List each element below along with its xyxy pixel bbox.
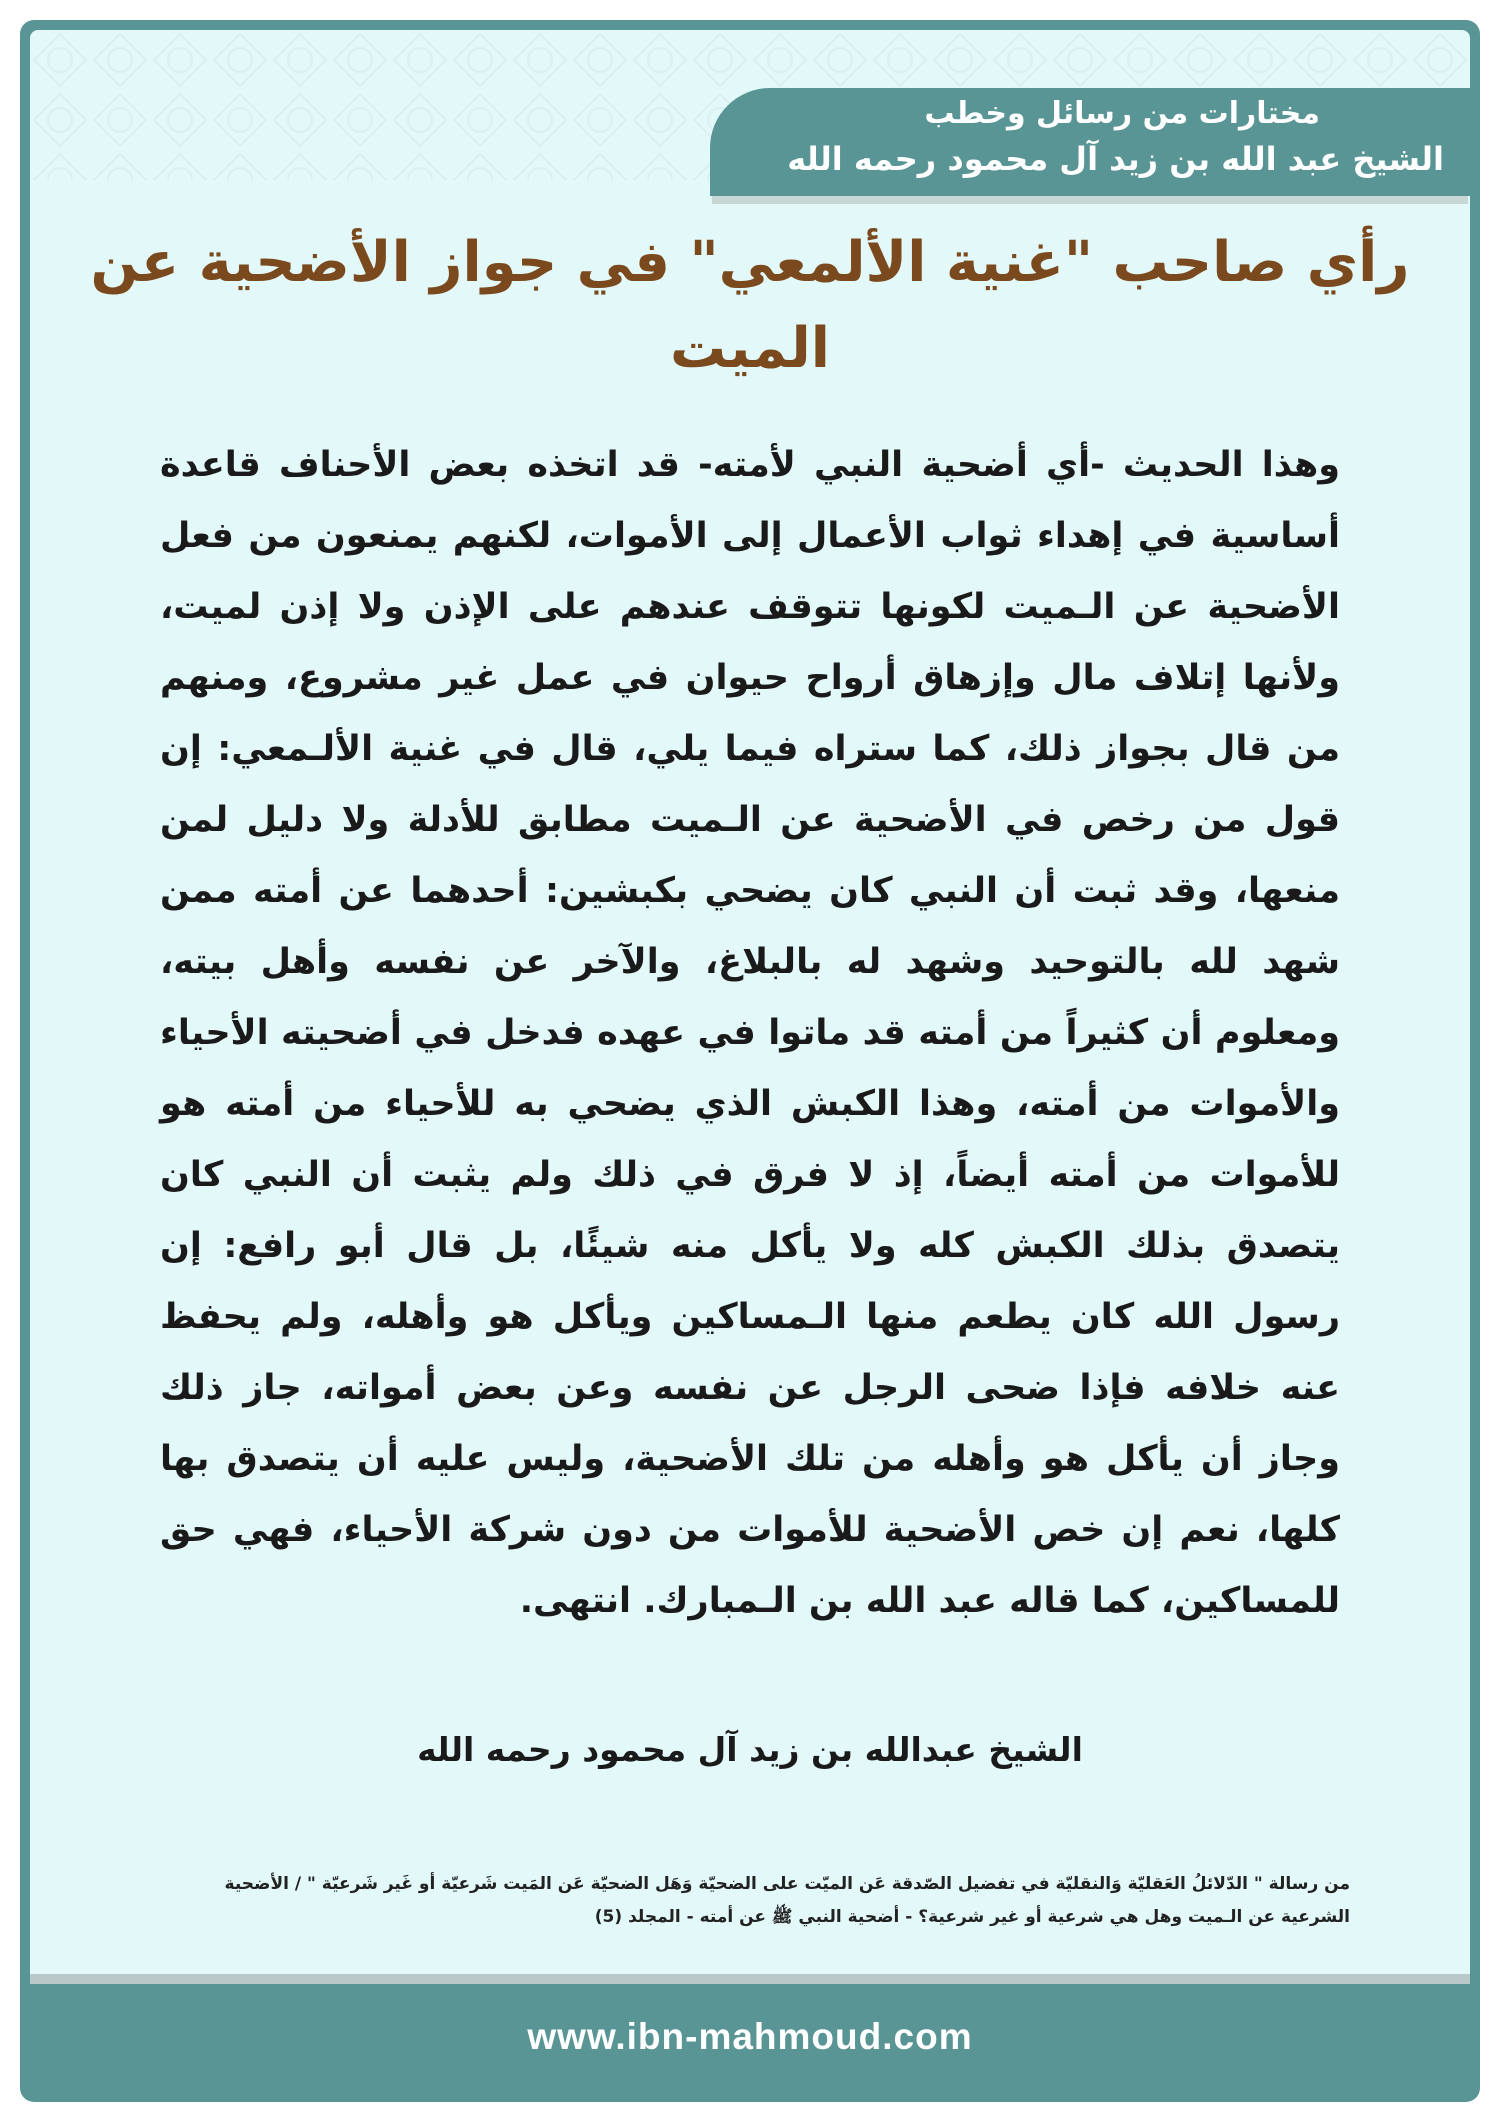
website-link[interactable]: www.ibn-mahmoud.com <box>527 2016 973 2057</box>
header-author: الشيخ عبد الله بن زيد آل محمود رحمه الله <box>787 140 1444 178</box>
article-title: رأي صاحب "غنية الألمعي" في جواز الأضحية عن الميت <box>90 230 1410 381</box>
page-frame <box>20 20 1480 2102</box>
article-body: وهذا الحديث -أي أضحية النبي لأمته- قد اتخذه بعض الأحناف قاعدة أساسية في إهداء ثواب الأعمال إلى الأموات، لكنهم يمنعون من فعل الأضحية عن الـميت لكونها تتوقف عندهم على الإذن ولا إذن لميت، ولأنها إتلاف مال وإزهاق أرواح حيوان في عمل غير مشروع، ومنهم من قال بجواز ذلك، كما ستراه فيما يلي، قال في غنية الألـمعي: إن قول من رخص في الأضحية عن الـميت مطابق للأدلة ولا دليل لمن منعها، وقد ثبت أن النبي كان يضحي بكبشين: أحدهما عن أمته ممن شهد لله بالتوحيد وشهد له بالبلاغ، والآخر عن نفسه وأهل بيته، ومعلوم أن كثيراً من أمته قد ماتوا في عهده فدخل في أضحيته الأحياء والأموات من أمته، وهذا الكبش الذي يضحي به للأحياء من أمته هو للأموات من أمته أيضاً، إذ لا فرق في ذلك ولم يثبت أن النبي كان يتصدق بذلك الكبش كله ولا يأكل منه شيئًا، بل قال أبو رافع: إن رسول الله كان يطعم منها الـمساكين ويأكل هو وأهله، ولم يحفظ عنه خلافه فإذا ضحى الرجل عن نفسه وعن بعض أمواته، جاز ذلك وجاز أن يأكل هو وأهله من تلك الأضحية، وليس عليه أن يتصدق بها كلها، نعم إن خص الأضحية للأموات من دون شركة الأحياء، فهي حق للمساكين، كما قاله عبد الله بن الـمبارك. انتهى. <box>160 445 1340 1621</box>
source-citation: من رسالة " الدّلائلُ العَقليّة وَالنقليّة في تفضيل الصّدقة عَن الميّت على الضحيّة وَهَل الضحيّة عَن المَيت شَرعيّة أو غَير شَرعيّة " / الأضحية الشرعية عن الـميت وهل هي شرعية أو غير شرعية؟ - أضحية النبي ﷺ عن أمته - المجلد (5) <box>224 1874 1350 1927</box>
header-series-title: مختارات من رسائل وخطب <box>924 96 1320 131</box>
author-signature: الشيخ عبدالله بن زيد آل محمود رحمه الله <box>417 1730 1083 1769</box>
header-banner <box>710 88 1470 196</box>
content-panel <box>30 30 1470 1974</box>
footer-divider <box>30 1974 1470 1984</box>
